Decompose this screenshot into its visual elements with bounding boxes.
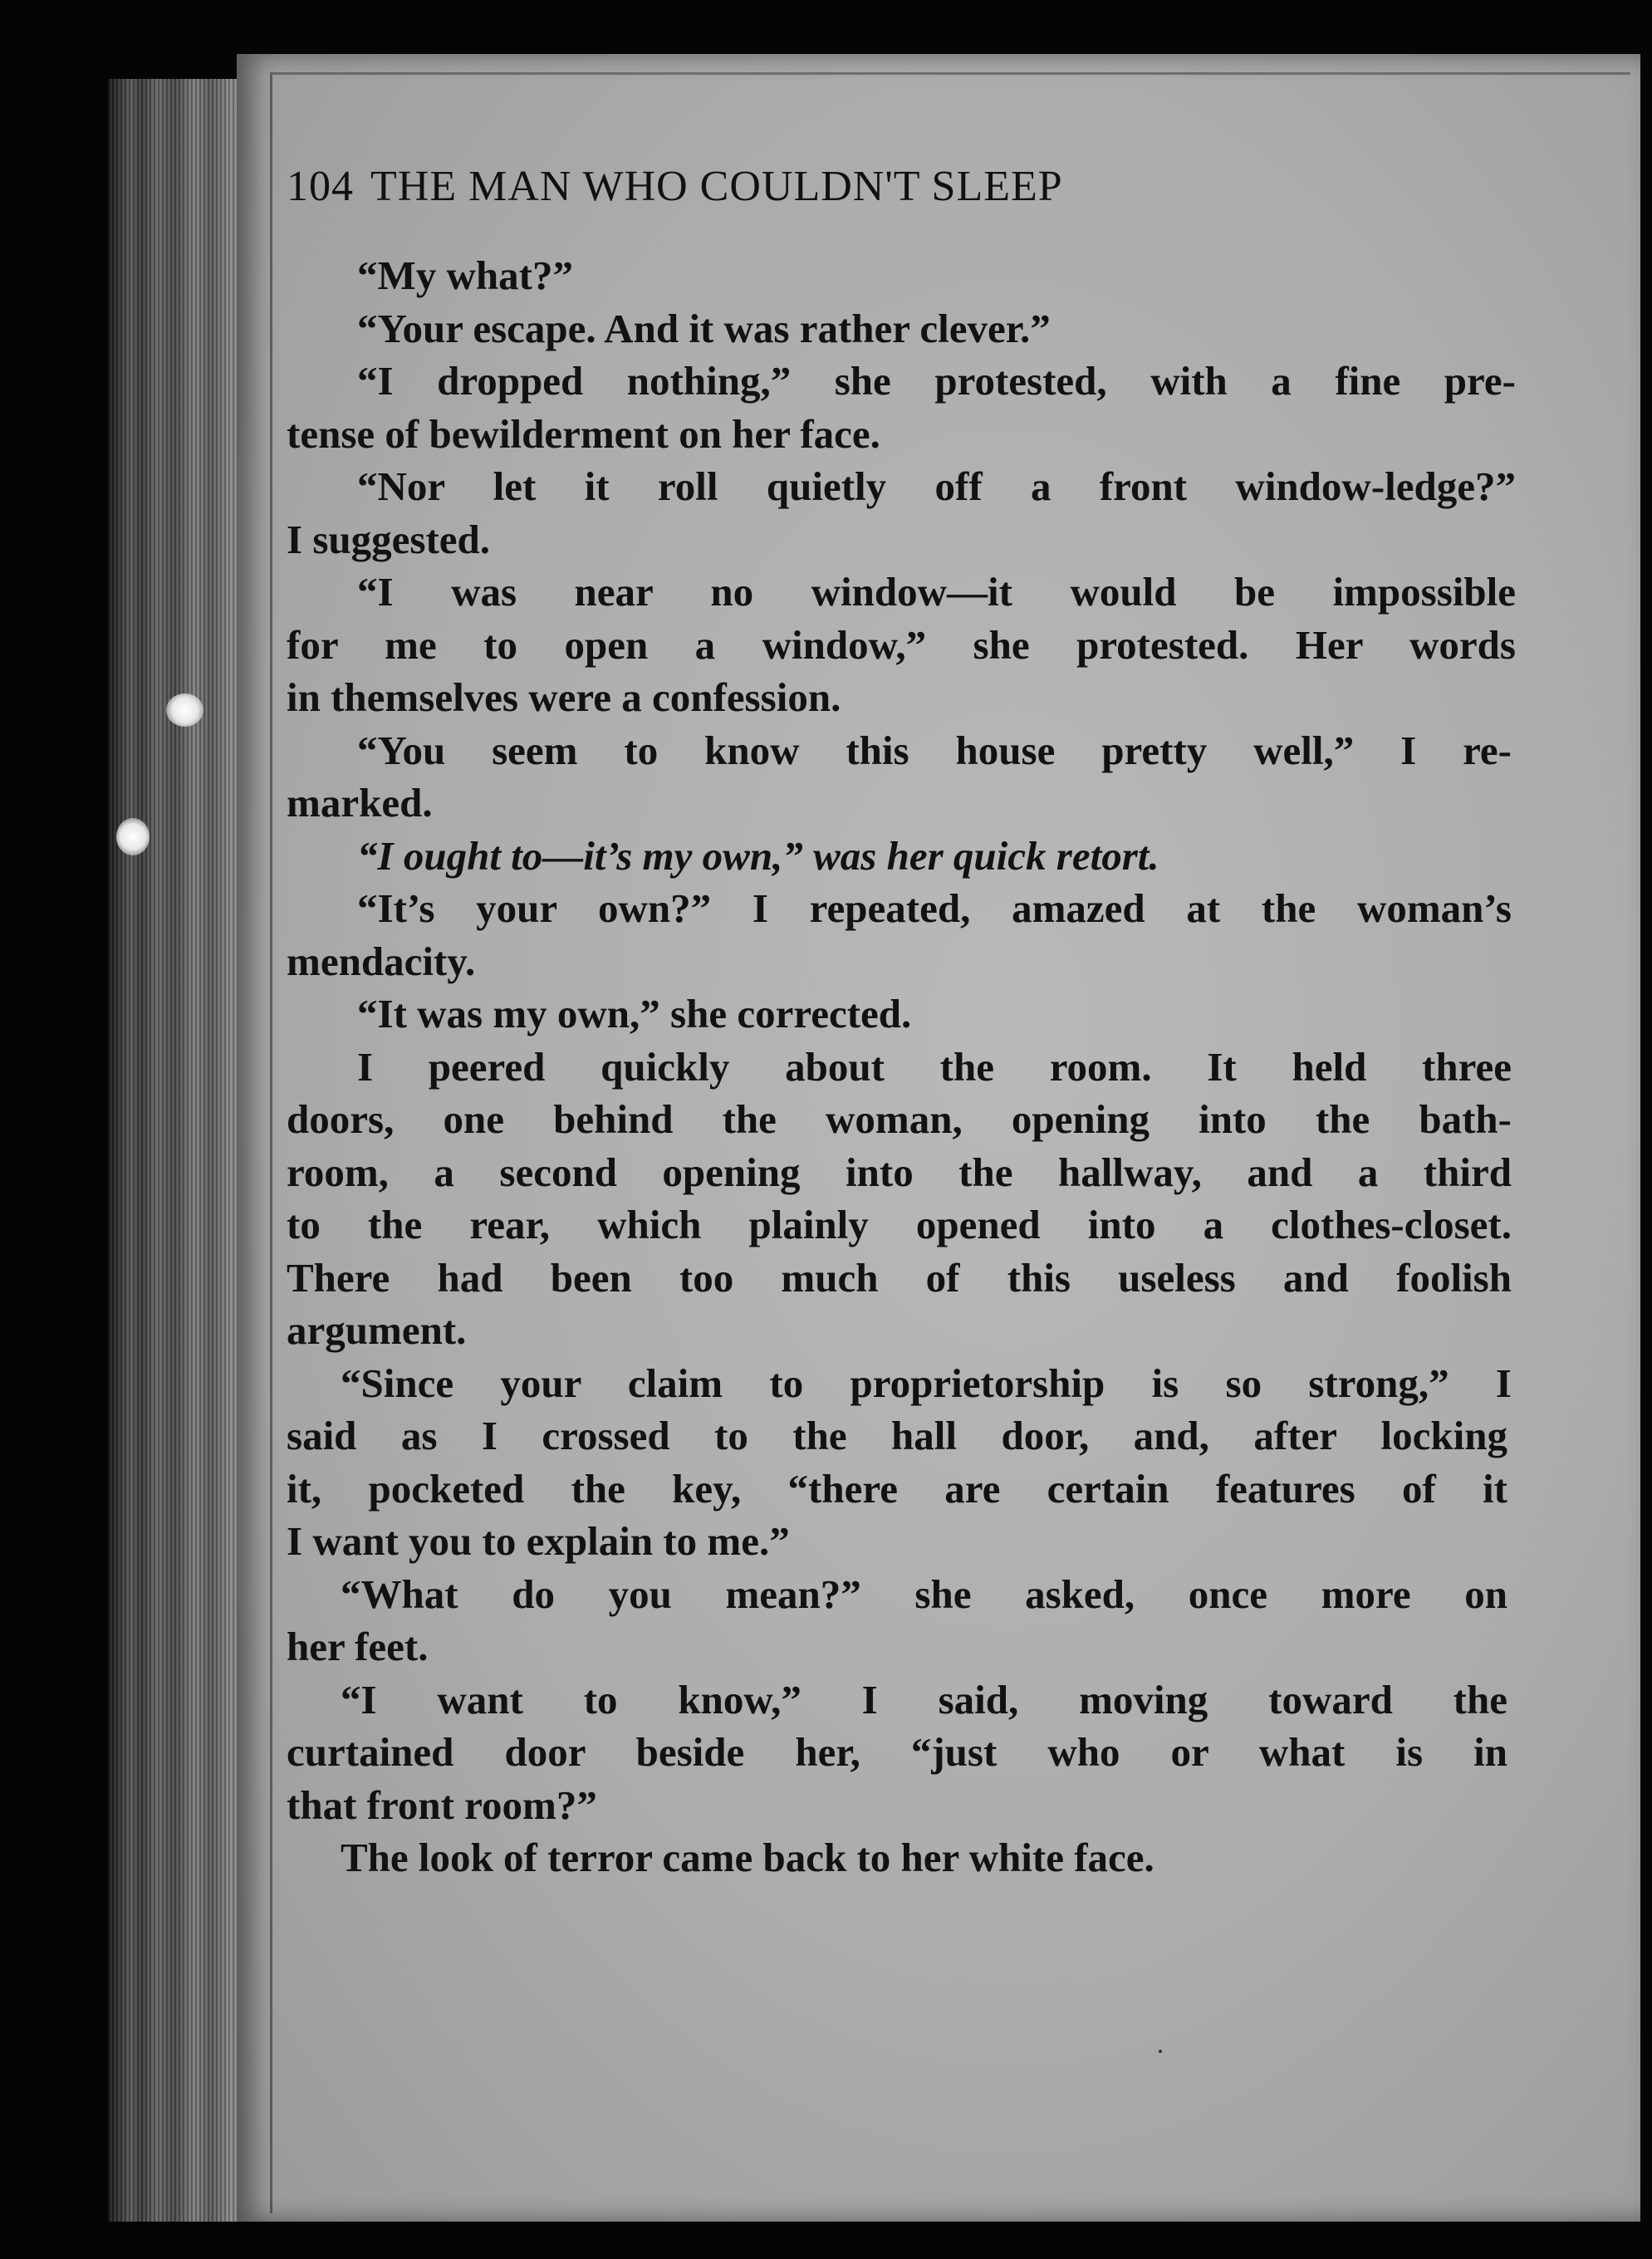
text-line: argument. (287, 1307, 467, 1353)
text-line: it, pocketed the key, “there are certain features of it (287, 1465, 1507, 1512)
page-number: 104 (287, 163, 354, 210)
text-line: There had been too much of this useless and foolish (287, 1254, 1512, 1301)
text-line: for me to open a window,” she protested. Her words (287, 621, 1516, 668)
body-text (287, 249, 1532, 1884)
text-line: “What do you mean?” she asked, once more on (341, 1571, 1507, 1617)
ink-speck (1159, 2050, 1162, 2053)
text-line: her feet. (287, 1624, 429, 1669)
text-line: I peered quickly about the room. It held three (357, 1043, 1512, 1090)
text-line: I suggested. (287, 516, 491, 562)
text-line: “I dropped nothing,” she protested, with a fine pre- (357, 358, 1516, 404)
text-line: doors, one behind the woman, opening into the bath- (287, 1096, 1512, 1142)
text-line: to the rear, which plainly opened into a clothes-closet. (287, 1202, 1512, 1247)
running-head (287, 162, 1449, 211)
running-title: THE MAN WHO COULDN'T SLEEP (370, 163, 1063, 210)
text-line: curtained door beside her, “just who or what is in (287, 1729, 1507, 1775)
text-line: “I was near no window—it would be impossible (357, 569, 1516, 615)
text-line: “It was my own,” she corrected. (357, 991, 912, 1036)
text-line: said as I crossed to the hall door, and, after locking (287, 1413, 1507, 1458)
text-line: tense of bewilderment on her face. (287, 410, 880, 457)
text-line: “I want to know,” I said, moving toward the (341, 1676, 1507, 1722)
text-line: “My what?” (357, 252, 573, 298)
text-line: “Nor let it roll quietly off a front window-ledge?” (357, 463, 1516, 509)
text-line: marked. (287, 780, 433, 826)
text-line: in themselves were a confession. (287, 674, 841, 720)
paper-blemish (116, 818, 150, 855)
text-line: that front room?” (287, 1781, 597, 1828)
paper-blemish (166, 693, 203, 727)
text-line: “I ought to—it’s my own,” was her quick retort. (357, 832, 1159, 879)
text-line: The look of terror came back to her white face. (341, 1835, 1154, 1880)
text-line: mendacity. (287, 938, 476, 984)
text-line: I want you to explain to me.” (287, 1518, 790, 1564)
text-line: “Since your claim to proprietorship is so strong,” I (341, 1360, 1512, 1406)
text-line: “It’s your own?” I repeated, amazed at the woman’s (357, 885, 1512, 931)
text-line: “Your escape. And it was rather clever.” (357, 305, 1051, 351)
text-line: “You seem to know this house pretty well,” I re- (357, 727, 1512, 773)
text-line: room, a second opening into the hallway, and a third (287, 1149, 1512, 1195)
